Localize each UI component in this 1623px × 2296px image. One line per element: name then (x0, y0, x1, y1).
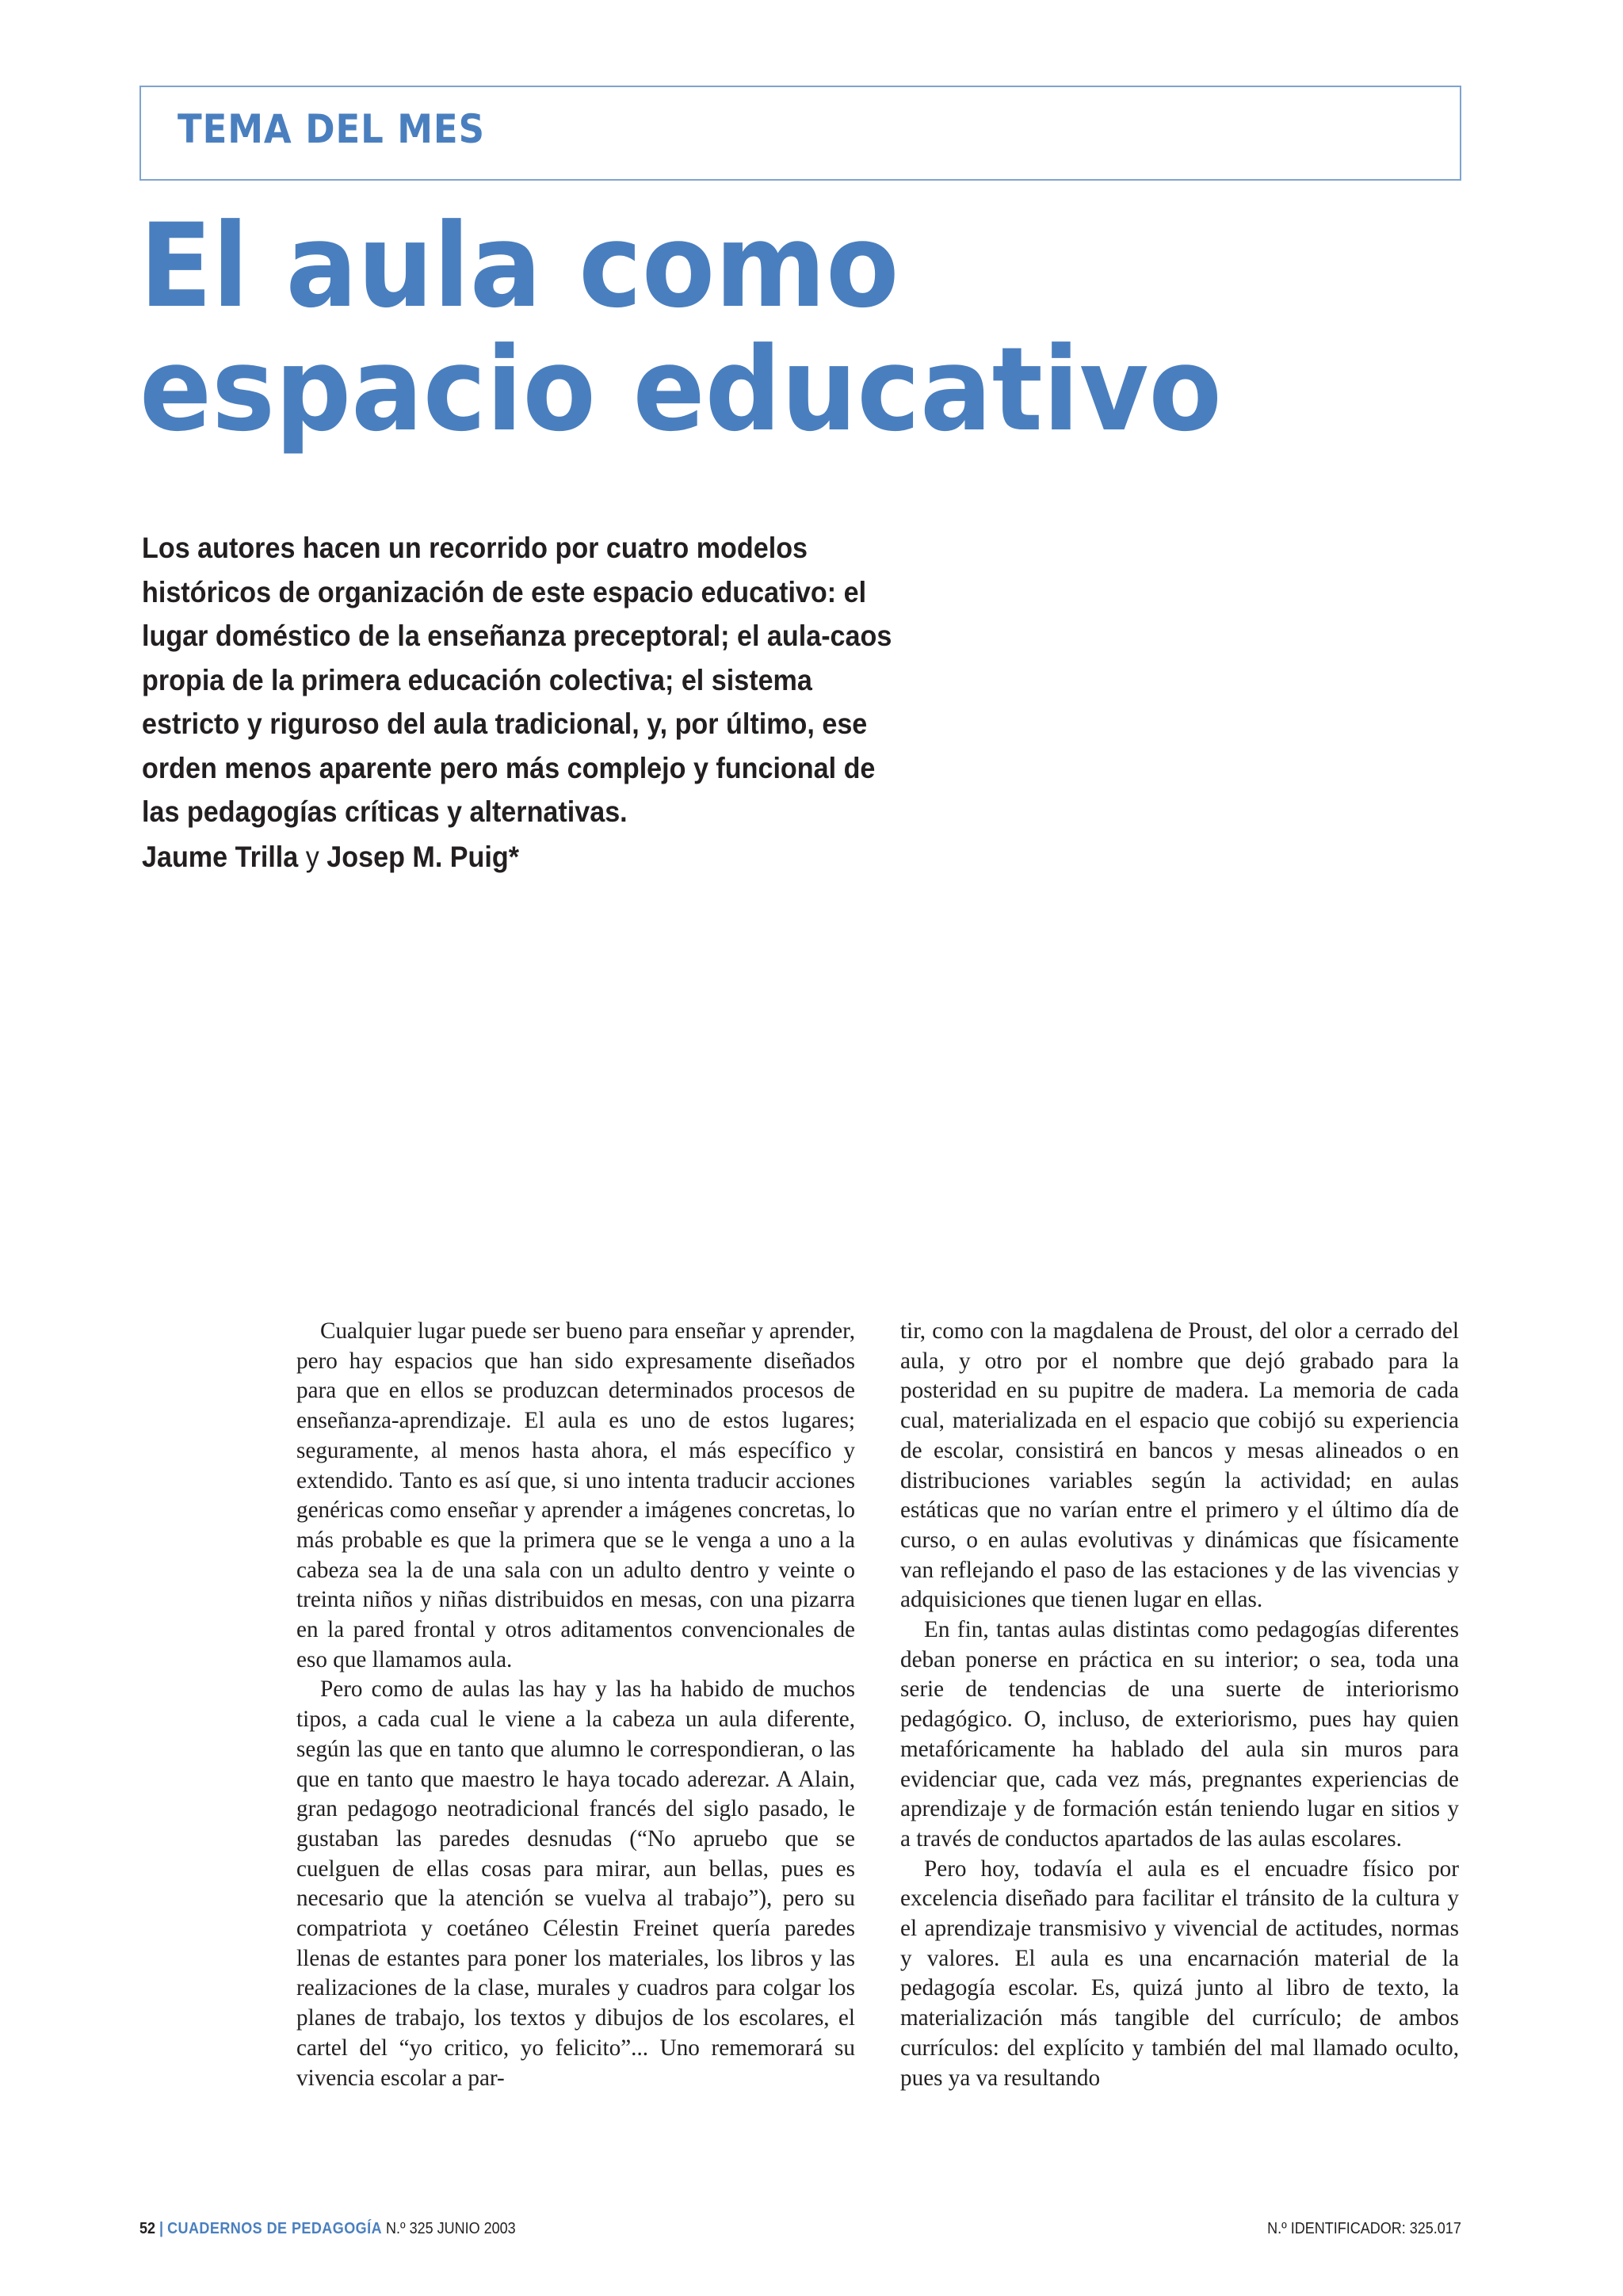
section-label: TEMA DEL MES (178, 106, 485, 152)
body-column-left (296, 1317, 855, 2093)
journal-name: CUADERNOS DE PEDAGOGÍA (167, 2220, 383, 2237)
author-name: Josep M. Puig* (327, 840, 520, 873)
body-column-right (900, 1317, 1459, 2093)
section-header-box (139, 86, 1461, 181)
article-identifier: N.º IDENTIFICADOR: 325.017 (1267, 2220, 1461, 2237)
authors-conjunction: y (305, 840, 319, 873)
article-title: El aula como espacio educativo (139, 199, 1222, 457)
footer-separator: | (159, 2220, 164, 2237)
article-lead: Los autores hacen un recorrido por cuatro modelos históricos de organización de este espacio educativo: el lugar doméstico de la enseñanza preceptoral; el aula-caos propia de la primera educación colectiva; el sistema estricto y riguroso del aula tradicional, y, por último, ese orden menos aparente pero más complejo y funcional de las pedagogías críticas y alternativas. (142, 531, 892, 828)
body-paragraph: Pero hoy, todavía el aula es el encuadre físico por excelencia diseñado para facilitar el tránsito de la cultura y el aprendizaje transmisivo y vivencial de actitudes, normas y valores. El aula es una encarnación material de la pedagogía escolar. Es, quizá junto al libro de texto, la materialización más tangible del currículo; de ambos currículos: del explícito y también del mal llamado oculto, pues ya va resultando (900, 1855, 1459, 2091)
body-paragraph: tir, como con la magdalena de Proust, del olor a cerrado del aula, y otro por el nombre que dejó grabado para la posteridad en su pupitre de madera. La memoria de cada cual, materializada en el espacio que cobijó su experiencia de escolar, consistirá en bancos y mesas alineados o en distribuciones variables según la actividad; en aulas estáticas que no varían entre el primero y el último día de curso, o en aulas evolutivas y dinámicas que físicamente van reflejando el paso de las estaciones y de las vivencias y adquisiciones que tienen lugar en ellas. (900, 1318, 1459, 1613)
authors-line (142, 840, 519, 874)
page-footer (139, 2220, 516, 2238)
author-name: Jaume Trilla (142, 840, 299, 873)
issue-info: N.º 325 JUNIO 2003 (386, 2220, 516, 2237)
body-paragraph: En fin, tantas aulas distintas como pedagogías diferentes deban ponerse en práctica en su interior; o sea, toda una serie de tendencias de una suerte de interiorismo pedagógico. O, incluso, de exteriorismo, pues hay quien metafóricamente ha hablado del aula sin muros para evidenciar que, cada vez más, pregnantes experiencias de aprendizaje y de formación están teniendo lugar en sitios y a través de conductos apartados de las aulas escolares. (900, 1617, 1459, 1852)
body-paragraph: Cualquier lugar puede ser bueno para enseñar y aprender, pero hay espacios que han sido expresamente diseñados para que en ellos se produzcan determinados procesos de enseñanza-aprendizaje. El aula es uno de estos lugares; seguramente, al menos hasta ahora, el más específico y extendido. Tanto es así que, si uno intenta traducir acciones genéricas como enseñar y aprender a imágenes concretas, lo más probable es que la primera que se le venga a uno a la cabeza sea la de una sala con un adulto dentro y veinte o treinta niños y niñas distribuidos en mesas, con una pizarra en la pared frontal y otros aditamentos convencionales de eso que llamamos aula. (296, 1318, 855, 1672)
body-paragraph: Pero como de aulas las hay y las ha habido de muchos tipos, a cada cual le viene a la cabeza un aula diferente, según las que en tanto que alumno le correspondieran, o las que en tanto que maestro le haya tocado aderezar. A Alain, gran pedagogo neotradicional francés del siglo pasado, le gustaban las paredes desnudas (“No apruebo que se cuelguen de ellas cosas para mirar, aun bellas, pues es necesario que la atención se vuelva al trabajo”), pero su compatriota y coetáneo Célestin Freinet quería paredes llenas de estantes para poner los materiales, los libros y las realizaciones de la clase, murales y cuadros para colgar los planes de trabajo, los textos y dibujos de los escolares, el cartel del “yo critico, yo felicito”... Uno rememorará su vivencia escolar a par- (296, 1676, 855, 2091)
page-number: 52 (139, 2220, 156, 2237)
